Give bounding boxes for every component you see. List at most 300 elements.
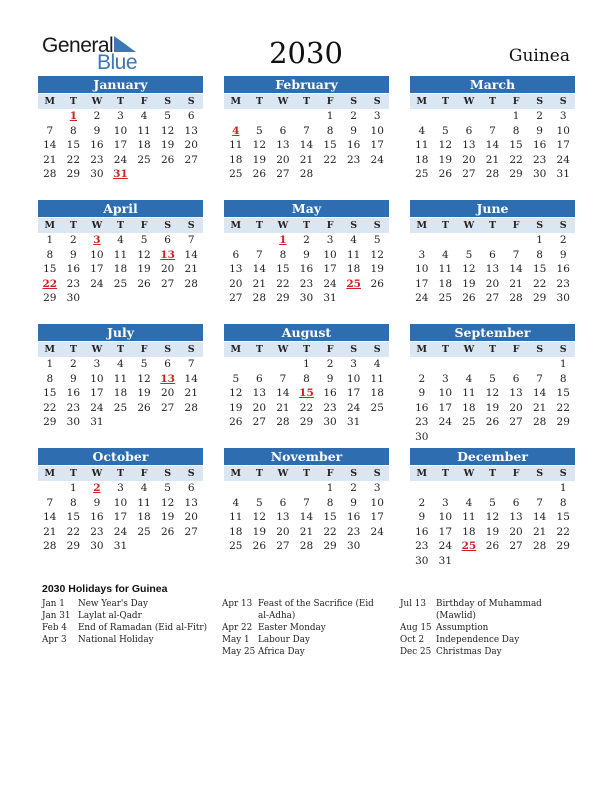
weekday-label: W — [463, 344, 475, 355]
weekday-label: T — [302, 468, 311, 479]
day-cell: 21 — [532, 525, 547, 538]
month-name: February — [224, 76, 389, 93]
day-cell: 14 — [43, 511, 57, 524]
day-cell: 1 — [70, 482, 77, 494]
day-cell: 19 — [229, 401, 243, 414]
weekday-label: T — [116, 468, 125, 479]
day-cell: 7 — [512, 248, 520, 261]
day-cell: 20 — [485, 277, 500, 290]
empty-cell — [271, 357, 295, 372]
day-cell: 27 — [276, 540, 290, 553]
day-cell: 30 — [66, 416, 81, 429]
day-cell: 7 — [536, 372, 543, 385]
day-cell: 8 — [279, 248, 287, 261]
day-cell: 20 — [184, 139, 198, 152]
weekday-header-row — [38, 218, 203, 233]
day-cell: 3 — [559, 110, 567, 122]
month-january — [38, 76, 203, 182]
day-cell: 5 — [232, 372, 240, 385]
day-cell: 2 — [70, 358, 77, 370]
day-cell: 15 — [276, 263, 290, 276]
weekday-label: S — [187, 220, 195, 231]
weekday-label: M — [416, 468, 428, 479]
holiday-name: Easter Monday — [258, 623, 326, 633]
day-cell: 6 — [489, 248, 496, 261]
day-cell: 24 — [438, 540, 453, 553]
day-cell: 10 — [90, 372, 104, 385]
day-cell: 24 — [90, 401, 104, 414]
weekday-label: M — [44, 96, 56, 107]
day-cell: 10 — [323, 248, 337, 261]
empty-cell — [410, 109, 434, 124]
weekday-label: S — [350, 468, 358, 479]
day-cell: 15 — [66, 511, 81, 524]
empty-cell — [457, 233, 481, 248]
day-cell: 16 — [532, 139, 547, 152]
day-cell: 28 — [43, 168, 57, 181]
day-cell: 18 — [229, 153, 243, 166]
weekday-label: T — [488, 344, 497, 355]
day-cell: 23 — [90, 525, 104, 538]
day-cell: 24 — [415, 292, 429, 305]
empty-cell — [504, 481, 528, 496]
empty-cell — [248, 357, 272, 372]
empty-cell — [410, 233, 434, 248]
day-cell: 27 — [160, 401, 175, 414]
day-cell: 11 — [370, 372, 384, 385]
day-grid — [224, 481, 389, 554]
day-cell: 12 — [370, 248, 384, 261]
day-cell: 8 — [559, 496, 567, 509]
day-cell: 30 — [90, 168, 104, 181]
day-cell: 31 — [90, 416, 104, 429]
empty-cell — [434, 233, 458, 248]
day-cell: 4 — [442, 248, 449, 261]
day-cell: 23 — [299, 277, 314, 290]
empty-cell — [481, 233, 505, 248]
day-cell: 5 — [442, 124, 449, 137]
day-cell: 6 — [187, 482, 195, 494]
day-cell: 12 — [137, 372, 151, 385]
weekday-label: T — [255, 96, 263, 107]
weekday-label: T — [488, 96, 497, 107]
day-cell: 19 — [485, 525, 500, 538]
day-cell: 7 — [303, 124, 310, 137]
day-cell: 15 — [43, 387, 57, 400]
weekday-label: M — [44, 344, 56, 355]
day-cell: 8 — [559, 372, 567, 385]
day-cell: 4 — [140, 482, 148, 494]
day-cell: 7 — [46, 124, 54, 137]
holiday-day-cell: 13 — [160, 248, 175, 261]
weekday-label: F — [140, 344, 148, 355]
day-cell: 18 — [462, 401, 476, 414]
day-cell: 17 — [415, 277, 429, 290]
holiday-entry — [400, 622, 580, 634]
day-cell: 25 — [370, 401, 384, 414]
day-cell: 13 — [462, 139, 476, 152]
day-cell: 5 — [140, 358, 148, 370]
day-cell: 10 — [415, 263, 429, 276]
day-cell: 17 — [113, 511, 128, 524]
day-cell: 12 — [160, 496, 175, 509]
day-cell: 24 — [113, 525, 128, 538]
day-cell: 9 — [350, 496, 357, 509]
day-cell: 26 — [137, 401, 151, 414]
weekday-label: F — [326, 220, 334, 231]
day-cell: 29 — [276, 292, 290, 305]
day-cell: 11 — [137, 496, 151, 509]
day-cell: 11 — [462, 511, 476, 524]
day-cell: 13 — [229, 263, 243, 276]
weekday-label: T — [116, 344, 125, 355]
day-cell: 23 — [66, 401, 81, 414]
day-cell: 6 — [164, 234, 171, 246]
day-cell: 20 — [276, 153, 290, 166]
day-cell: 26 — [438, 168, 453, 181]
day-cell: 21 — [485, 153, 500, 166]
day-cell: 17 — [323, 263, 337, 276]
empty-cell — [434, 357, 458, 372]
day-cell: 6 — [232, 248, 240, 261]
day-cell: 4 — [117, 234, 124, 246]
weekday-header-row — [224, 218, 389, 233]
weekday-label: S — [350, 344, 358, 355]
weekday-label: M — [230, 220, 242, 231]
day-cell: 20 — [184, 511, 198, 524]
holiday-day-cell: 1 — [279, 234, 287, 246]
day-cell: 9 — [93, 124, 101, 137]
day-cell: 25 — [415, 168, 429, 181]
holiday-date: Apr 3 — [42, 635, 67, 645]
day-cell: 19 — [137, 387, 151, 400]
day-cell: 13 — [184, 124, 198, 137]
day-cell: 20 — [462, 153, 476, 166]
day-cell: 30 — [323, 416, 337, 429]
day-cell: 27 — [160, 277, 175, 290]
day-cell: 4 — [373, 358, 381, 370]
weekday-label: W — [463, 96, 475, 107]
empty-cell — [224, 109, 248, 124]
holiday-day-cell: 15 — [299, 387, 314, 400]
day-cell: 29 — [556, 540, 570, 553]
day-cell: 28 — [43, 540, 57, 553]
day-cell: 4 — [465, 372, 473, 385]
day-cell: 5 — [164, 110, 171, 122]
weekday-header-row — [38, 94, 203, 109]
day-cell: 20 — [509, 401, 523, 414]
day-grid — [410, 481, 575, 569]
day-cell: 11 — [229, 511, 243, 524]
weekday-label: W — [91, 468, 103, 479]
day-cell: 26 — [229, 416, 243, 429]
day-cell: 2 — [418, 372, 426, 385]
day-cell: 2 — [418, 496, 426, 509]
holiday-name: End of Ramadan (Eid al-Fitr) — [78, 623, 208, 633]
day-cell: 18 — [113, 263, 128, 276]
day-cell: 6 — [465, 124, 473, 137]
weekday-label: S — [187, 344, 195, 355]
day-cell: 30 — [415, 430, 429, 443]
day-cell: 14 — [532, 511, 547, 524]
holiday-entry — [42, 622, 212, 634]
day-cell: 21 — [252, 277, 267, 290]
day-cell: 7 — [279, 372, 287, 385]
weekday-label: T — [488, 220, 497, 231]
holiday-entry — [42, 634, 212, 646]
day-cell: 1 — [303, 358, 310, 370]
empty-cell — [248, 481, 272, 496]
day-cell: 14 — [485, 139, 500, 152]
weekday-label: M — [230, 344, 242, 355]
day-cell: 3 — [418, 248, 426, 261]
weekday-label: W — [277, 344, 289, 355]
day-cell: 8 — [70, 496, 77, 509]
weekday-label: F — [326, 96, 334, 107]
day-cell: 23 — [346, 525, 361, 538]
day-cell: 27 — [509, 540, 523, 553]
day-cell: 16 — [66, 263, 81, 276]
day-cell: 10 — [556, 124, 570, 137]
day-cell: 23 — [415, 416, 429, 429]
day-cell: 18 — [346, 263, 361, 276]
holiday-name: Birthday of Muhammad (Mawlid) — [436, 599, 542, 621]
empty-cell — [295, 481, 319, 496]
holiday-date: May 1 — [222, 635, 250, 645]
day-cell: 30 — [556, 292, 570, 305]
day-cell: 15 — [323, 511, 337, 524]
day-cell: 20 — [229, 277, 243, 290]
logo-text-blue: Blue — [97, 51, 138, 74]
day-cell: 15 — [556, 387, 570, 400]
empty-cell — [271, 109, 295, 124]
weekday-label: T — [302, 96, 311, 107]
empty-cell — [481, 357, 505, 372]
day-cell: 1 — [326, 110, 334, 122]
day-cell: 24 — [346, 401, 361, 414]
day-cell: 5 — [373, 234, 381, 246]
empty-cell — [224, 357, 248, 372]
day-cell: 5 — [256, 124, 263, 137]
holiday-day-cell: 13 — [160, 372, 175, 385]
day-cell: 4 — [117, 358, 124, 370]
empty-cell — [481, 481, 505, 496]
day-cell: 12 — [137, 248, 151, 261]
day-cell: 17 — [438, 401, 453, 414]
day-cell: 12 — [252, 511, 267, 524]
day-cell: 30 — [415, 554, 429, 567]
day-cell: 31 — [438, 554, 453, 567]
holiday-entry — [222, 598, 382, 622]
holiday-name: Christmas Day — [436, 647, 502, 657]
month-july — [38, 324, 203, 430]
day-cell: 8 — [536, 248, 543, 261]
day-cell: 28 — [299, 168, 314, 181]
day-cell: 29 — [66, 168, 81, 181]
day-grid — [38, 233, 203, 306]
day-cell: 27 — [276, 168, 290, 181]
weekday-label: S — [536, 344, 544, 355]
day-cell: 28 — [532, 540, 547, 553]
day-cell: 9 — [326, 372, 334, 385]
day-cell: 11 — [438, 263, 453, 276]
day-cell: 8 — [303, 372, 310, 385]
day-cell: 2 — [326, 358, 334, 370]
day-cell: 17 — [90, 387, 104, 400]
month-may — [224, 200, 389, 306]
day-cell: 19 — [160, 139, 175, 152]
day-cell: 27 — [184, 153, 198, 166]
day-cell: 2 — [559, 234, 567, 246]
day-cell: 6 — [512, 372, 520, 385]
weekday-label: W — [463, 468, 475, 479]
day-cell: 11 — [137, 124, 151, 137]
day-cell: 6 — [164, 358, 171, 370]
weekday-label: T — [69, 220, 77, 231]
weekday-label: M — [44, 220, 56, 231]
holiday-name: Independence Day — [436, 635, 520, 645]
day-grid — [224, 109, 389, 182]
day-cell: 14 — [184, 372, 198, 385]
weekday-label: W — [277, 220, 289, 231]
day-cell: 20 — [276, 525, 290, 538]
holiday-name: Assumption — [436, 623, 489, 633]
holiday-entry — [400, 646, 580, 658]
day-cell: 18 — [137, 511, 151, 524]
empty-cell — [434, 481, 458, 496]
day-cell: 28 — [509, 292, 523, 305]
weekday-label: F — [512, 344, 520, 355]
day-cell: 16 — [346, 511, 361, 524]
weekday-header-row — [410, 342, 575, 357]
day-cell: 6 — [279, 496, 287, 509]
month-march — [410, 76, 575, 182]
holiday-day-cell: 25 — [461, 540, 477, 553]
weekday-label: T — [69, 468, 77, 479]
weekday-label: M — [230, 96, 242, 107]
empty-cell — [224, 233, 248, 248]
day-cell: 15 — [532, 263, 547, 276]
day-cell: 18 — [229, 525, 243, 538]
day-cell: 16 — [556, 263, 570, 276]
day-cell: 14 — [184, 248, 198, 261]
weekday-label: T — [255, 468, 263, 479]
month-june — [410, 200, 575, 306]
day-cell: 31 — [323, 292, 337, 305]
day-cell: 22 — [532, 277, 547, 290]
day-cell: 31 — [113, 540, 128, 553]
weekday-label: S — [536, 220, 544, 231]
weekday-header-row — [410, 94, 575, 109]
weekday-label: F — [326, 468, 334, 479]
weekday-header-row — [38, 342, 203, 357]
day-cell: 22 — [43, 401, 57, 414]
day-cell: 17 — [346, 387, 361, 400]
month-august — [224, 324, 389, 430]
month-october — [38, 448, 203, 554]
day-cell: 23 — [532, 153, 547, 166]
day-cell: 3 — [442, 372, 449, 385]
weekday-label: S — [559, 220, 567, 231]
day-cell: 15 — [509, 139, 523, 152]
empty-cell — [504, 233, 528, 248]
weekday-label: S — [164, 344, 172, 355]
weekday-label: T — [69, 344, 77, 355]
day-cell: 15 — [556, 511, 570, 524]
day-cell: 19 — [462, 277, 476, 290]
holiday-entry — [400, 598, 580, 622]
day-cell: 23 — [323, 401, 337, 414]
day-cell: 26 — [485, 540, 500, 553]
day-cell: 29 — [509, 168, 523, 181]
holiday-name: Africa Day — [258, 647, 305, 657]
day-cell: 22 — [299, 401, 314, 414]
day-cell: 9 — [70, 248, 77, 261]
day-cell: 9 — [303, 248, 310, 261]
day-cell: 14 — [299, 139, 314, 152]
day-cell: 3 — [373, 110, 381, 122]
day-cell: 24 — [323, 277, 337, 290]
holiday-date: Jan 31 — [42, 611, 71, 621]
day-cell: 16 — [415, 401, 429, 414]
month-april — [38, 200, 203, 306]
empty-cell — [295, 109, 319, 124]
empty-cell — [248, 109, 272, 124]
weekday-label: S — [350, 96, 358, 107]
day-cell: 25 — [229, 168, 243, 181]
day-cell: 3 — [350, 358, 357, 370]
logo-text-general: General — [42, 34, 114, 57]
day-cell: 2 — [70, 234, 77, 246]
day-cell: 8 — [46, 372, 54, 385]
day-cell: 14 — [43, 139, 57, 152]
weekday-label: S — [350, 220, 358, 231]
day-cell: 13 — [485, 263, 500, 276]
day-cell: 9 — [350, 124, 357, 137]
day-cell: 19 — [370, 263, 384, 276]
day-cell: 22 — [509, 153, 523, 166]
holiday-date: Dec 25 — [400, 647, 432, 657]
day-cell: 12 — [462, 263, 476, 276]
day-cell: 11 — [113, 248, 128, 261]
day-cell: 16 — [299, 263, 314, 276]
day-cell: 29 — [66, 540, 81, 553]
day-grid — [410, 109, 575, 182]
day-cell: 16 — [346, 139, 361, 152]
day-cell: 10 — [438, 511, 453, 524]
day-cell: 10 — [370, 124, 384, 137]
day-cell: 18 — [462, 525, 476, 538]
weekday-label: S — [164, 220, 172, 231]
weekday-label: F — [512, 220, 520, 231]
day-cell: 17 — [113, 139, 128, 152]
day-cell: 10 — [370, 496, 384, 509]
day-cell: 29 — [43, 416, 57, 429]
day-cell: 19 — [485, 401, 500, 414]
day-cell: 6 — [512, 496, 520, 509]
day-cell: 4 — [418, 124, 426, 137]
day-cell: 30 — [299, 292, 314, 305]
day-cell: 1 — [559, 482, 567, 494]
month-name: July — [38, 324, 203, 341]
day-cell: 13 — [276, 511, 290, 524]
weekday-label: F — [512, 96, 520, 107]
empty-cell — [457, 481, 481, 496]
holiday-name: Feast of the Sacrifice (Eid al-Adha) — [258, 599, 374, 621]
weekday-label: M — [230, 468, 242, 479]
empty-cell — [528, 357, 552, 372]
day-cell: 18 — [113, 387, 128, 400]
